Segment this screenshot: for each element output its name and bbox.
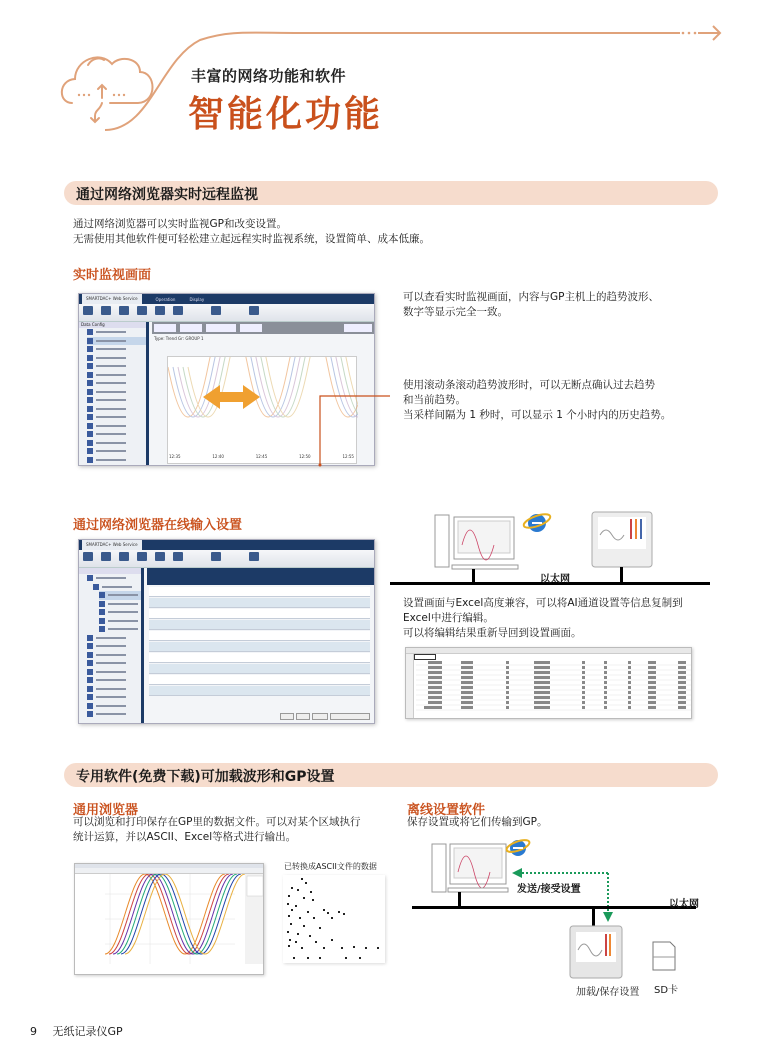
arrow-left-icon: [512, 868, 522, 878]
tree-item[interactable]: [87, 413, 146, 422]
grid-header: [147, 568, 374, 585]
tab-config[interactable]: Config: [91, 322, 105, 327]
table-row[interactable]: [149, 686, 370, 696]
refresh-button[interactable]: [312, 713, 328, 720]
trend-icon[interactable]: [137, 552, 147, 561]
web-service-titlebar: SMARTDAC+ Web Service: [79, 540, 374, 550]
grid-footer-buttons: [280, 713, 370, 720]
section-title: 专用软件(免费下载)可加载波形和GP设置: [76, 769, 335, 785]
tree-item[interactable]: [87, 693, 141, 702]
web-service-toolbar: [79, 304, 374, 322]
tree-item[interactable]: [93, 583, 141, 592]
tree-item[interactable]: [87, 676, 141, 685]
viewer-subtitle: 通用浏览器: [73, 803, 139, 818]
page-footer: [30, 1023, 123, 1039]
trend-icon[interactable]: [137, 306, 147, 315]
settings-subtitle: 通过网络浏览器在线输入设置: [73, 518, 243, 533]
tree-item[interactable]: [87, 405, 146, 414]
copy-button[interactable]: [280, 713, 294, 720]
section-bar-dedicated-software: [64, 763, 718, 787]
print-icon[interactable]: [211, 306, 221, 315]
tree-item[interactable]: [87, 651, 141, 660]
table-row[interactable]: [149, 664, 370, 674]
tree-item[interactable]: [87, 362, 146, 371]
register-button[interactable]: [180, 324, 202, 332]
snapshot-icon[interactable]: [249, 306, 259, 315]
tree-item[interactable]: [87, 379, 146, 388]
recording-icon[interactable]: [83, 552, 93, 561]
tree-item[interactable]: [99, 617, 141, 626]
message-button[interactable]: [240, 324, 262, 332]
header-title: 智能化功能: [188, 94, 384, 135]
intro-text: [73, 217, 430, 247]
tree-item[interactable]: [87, 456, 146, 465]
web-service-toolbar: [79, 550, 374, 568]
intro-line: 通过网络浏览器可以实时监视GP和改变设置。: [73, 218, 287, 230]
monitor-screenshot: SMARTDAC+ Web Service Operation Display Data Config Type: Trend Gr: GROUP 1 12:35 12:40 12:45 12:50 12:55: [78, 293, 375, 466]
tree-item[interactable]: [87, 388, 146, 397]
divide-button[interactable]: [154, 324, 176, 332]
tree-item[interactable]: [87, 447, 146, 456]
computing-icon[interactable]: [101, 306, 111, 315]
excel-column-header: [406, 648, 691, 654]
ascii-caption: 已转换成ASCII文件的数据: [284, 862, 377, 871]
tree-item[interactable]: [87, 328, 146, 337]
tree-item[interactable]: [87, 659, 141, 668]
tree-item[interactable]: [87, 685, 141, 694]
ethernet-label: 以太网: [540, 574, 570, 585]
snapshot-icon[interactable]: [249, 552, 259, 561]
table-row[interactable]: [149, 653, 370, 663]
update-configuration-button[interactable]: [330, 713, 370, 720]
computing-icon[interactable]: [101, 552, 111, 561]
section-bar-remote-monitoring: [64, 181, 718, 205]
double-arrow-icon: [203, 385, 260, 409]
tree-item[interactable]: [87, 464, 146, 466]
offline-desc: 保存设置或将它们传输到GP。: [407, 816, 548, 828]
tree-item[interactable]: [87, 345, 146, 354]
overview-icon[interactable]: [155, 306, 165, 315]
ethernet-label: 以太网: [669, 899, 699, 910]
viewer-desc: 可以浏览和打印保存在GP里的数据文件。可以对某个区域执行 统计运算，并以ASCII、Excel等格式进行输出。: [73, 816, 361, 843]
overview-icon[interactable]: [155, 552, 165, 561]
tree-item[interactable]: [87, 710, 141, 719]
table-row[interactable]: [149, 642, 370, 652]
viewer-screenshot: [74, 863, 264, 975]
send-receive-label: 发送/接受设置: [517, 884, 581, 895]
sd-card-label: SD卡: [654, 985, 679, 996]
tree-item[interactable]: [87, 642, 141, 651]
table-row[interactable]: [149, 587, 370, 597]
table-row[interactable]: [149, 620, 370, 630]
settings-desc: 设置画面与Excel高度兼容，可以将AI通道设置等信息复制到 Excel中进行编辑。 可以将编辑结果重新导回到设置画面。: [403, 597, 683, 639]
web-service-titlebar: SMARTDAC+ Web Service Operation Display: [79, 294, 374, 304]
header-decoration: [0, 0, 780, 140]
tree-item[interactable]: [87, 439, 146, 448]
internet-explorer-icon: [505, 838, 531, 856]
callout-line: [315, 395, 395, 470]
group-select[interactable]: Gr: GROUP 1: [178, 336, 204, 341]
content-button-bar: [152, 322, 374, 334]
tree-item-range[interactable]: [99, 591, 141, 600]
arrow-down-icon: [603, 912, 613, 922]
network-diagram-2: [400, 830, 720, 1000]
sd-card-icon: [653, 942, 675, 970]
settings-screenshot: [78, 539, 375, 724]
table-row[interactable]: [149, 598, 370, 608]
alarm-summary-icon[interactable]: [173, 552, 183, 561]
internet-explorer-icon: [522, 512, 552, 532]
tree-item[interactable]: [99, 608, 141, 617]
tree-item[interactable]: [87, 422, 146, 431]
display-format-button[interactable]: [206, 324, 236, 332]
monitor-tree: [79, 322, 149, 465]
tree-item[interactable]: [87, 702, 141, 711]
table-row[interactable]: [149, 609, 370, 619]
viewer-chart: [75, 874, 264, 974]
settings-tree: [79, 568, 144, 723]
tree-item[interactable]: [87, 371, 146, 380]
page-number: 9: [30, 1025, 37, 1038]
monitor-subtitle: 实时监视画面: [73, 268, 152, 283]
print-icon[interactable]: [211, 552, 221, 561]
section-title: 通过网络浏览器实时远程监视: [76, 187, 258, 203]
tree-item[interactable]: [87, 574, 141, 583]
tab-data[interactable]: Data: [81, 322, 91, 327]
tree-item[interactable]: [87, 430, 146, 439]
alarm-icon[interactable]: [119, 552, 129, 561]
intro-line: 无需使用其他软件便可轻松建立起远程实时监视系统，设置简单、成本低廉。: [73, 233, 430, 245]
excel-screenshot: [405, 647, 692, 719]
tree-item[interactable]: [87, 634, 141, 643]
ascii-data-preview: [283, 875, 385, 963]
alarm-icon[interactable]: [119, 306, 129, 315]
table-row[interactable]: [149, 631, 370, 641]
monitor-desc-1: 可以查看实时监视画面，内容与GP主机上的趋势波形、 数字等显示完全一致。: [403, 291, 659, 318]
pause-resume-button[interactable]: [344, 324, 372, 332]
tree-item[interactable]: [99, 600, 141, 609]
tree-item-trend[interactable]: [87, 337, 146, 346]
product-name: 无纸记录仪GP: [52, 1025, 123, 1038]
offline-subtitle: 离线设置软件: [407, 803, 486, 818]
monitor-desc-2: 使用滚动条滚动趋势波形时，可以无断点确认过去趋势 和当前趋势。 当采样间隔为 1 秒时，可以显示 1 个小时内的历史趋势。: [403, 379, 672, 421]
paste-button[interactable]: [296, 713, 310, 720]
header-subtitle: 丰富的网络功能和软件: [191, 67, 347, 85]
alarm-summary-icon[interactable]: [173, 306, 183, 315]
tree-item[interactable]: [99, 625, 141, 634]
load-save-label: 加载/保存设置: [576, 987, 640, 998]
time-axis: 12:35 12:40 12:45 12:50 12:55: [169, 454, 354, 459]
tree-item[interactable]: [87, 354, 146, 363]
tree-item[interactable]: [87, 668, 141, 677]
table-row[interactable]: [149, 675, 370, 685]
recording-icon[interactable]: [83, 306, 93, 315]
tree-item[interactable]: [87, 396, 146, 405]
